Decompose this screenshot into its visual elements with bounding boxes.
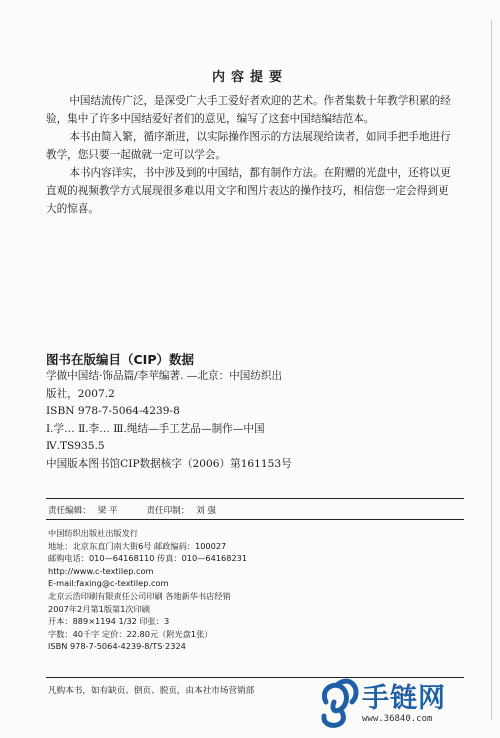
pub-line: 北京云浩印刷有限责任公司印刷 各地新华书店经销 (48, 590, 231, 601)
pub-line: ISBN 978-7-5064-4239-8/TS·2324 (48, 641, 186, 652)
publication-info (48, 527, 247, 653)
return-notice: 凡购本书，如有缺页、倒页、脱页，由本社市场营销部 (48, 686, 255, 696)
abstract-paragraph: 中国结流传广泛，是深受广大手工爱好者欢迎的艺术。作者集数十年教学积累的经验，集中了许多中国结爱好者们的意见，编写了这套中国结编结范本。 (46, 95, 451, 125)
editor-name: 梁 平 (97, 506, 118, 516)
pub-line: 2007年2月第1版第1次印刷 (48, 603, 150, 614)
abstract-paragraph: 本书内容详实，书中涉及到的中国结，都有制作方法。在附赠的光盘中，还将以更直观的视频教学方式展现很多难以用文字和图片表达的操作技巧，相信您一定会得到更大的惊喜。 (46, 167, 451, 215)
pub-line: E-mail:faxing@c-textilep.com (48, 578, 169, 589)
printing-label: 责任印制： (146, 506, 190, 516)
responsible-staff (48, 504, 220, 516)
pub-line: 开本：889×1194 1/32 印张：3 (48, 616, 170, 627)
watermark-text: 手链网 (362, 683, 446, 714)
page-edge (491, 20, 492, 720)
pub-line: 邮购电话：010—64168110 传真：010—64168231 (48, 553, 248, 564)
editor-label: 责任编辑： (48, 506, 91, 516)
cip-block (46, 368, 466, 474)
pub-line: http://www.c-textilep.com (48, 565, 154, 576)
cip-line: 版社，2007.2 (46, 387, 115, 400)
pub-line: 字数：40千字 定价：22.80元（附光盘1张） (48, 628, 213, 639)
abstract-heading: 内容提要 (211, 70, 288, 85)
cip-line: 中国版本图书馆CIP数据核字（2006）第161153号 (46, 457, 292, 470)
abstract-paragraph: 本书由简入繁，循序渐进，以实际操作图示的方法展现给读者，如同手把手地进行教学，您只要一起做就一定可以学会。 (46, 131, 451, 161)
cip-line: 学做中国结·饰品篇/李苹编著. —北京：中国纺织出 (46, 370, 283, 382)
divider-top (46, 498, 464, 499)
pub-line: 地址：北京东直门南大街6号 邮政编码：100027 (48, 540, 227, 551)
abstract-body (46, 92, 456, 218)
printing-name: 刘 强 (196, 506, 217, 516)
pub-line: 中国纺织出版社出版发行 (48, 528, 139, 538)
cip-line: ISBN 978-7-5064-4239-8 (46, 405, 180, 418)
cip-line: Ⅳ.TS935.5 (46, 440, 105, 453)
divider-middle (46, 519, 464, 520)
cip-title: 图书在版编目（CIP）数据 (46, 352, 194, 367)
watermark-url: www.36840.com (362, 714, 433, 724)
cip-line: Ⅰ.学… Ⅱ.李… Ⅲ.绳结—手工艺品—制作—中国 (46, 422, 265, 435)
